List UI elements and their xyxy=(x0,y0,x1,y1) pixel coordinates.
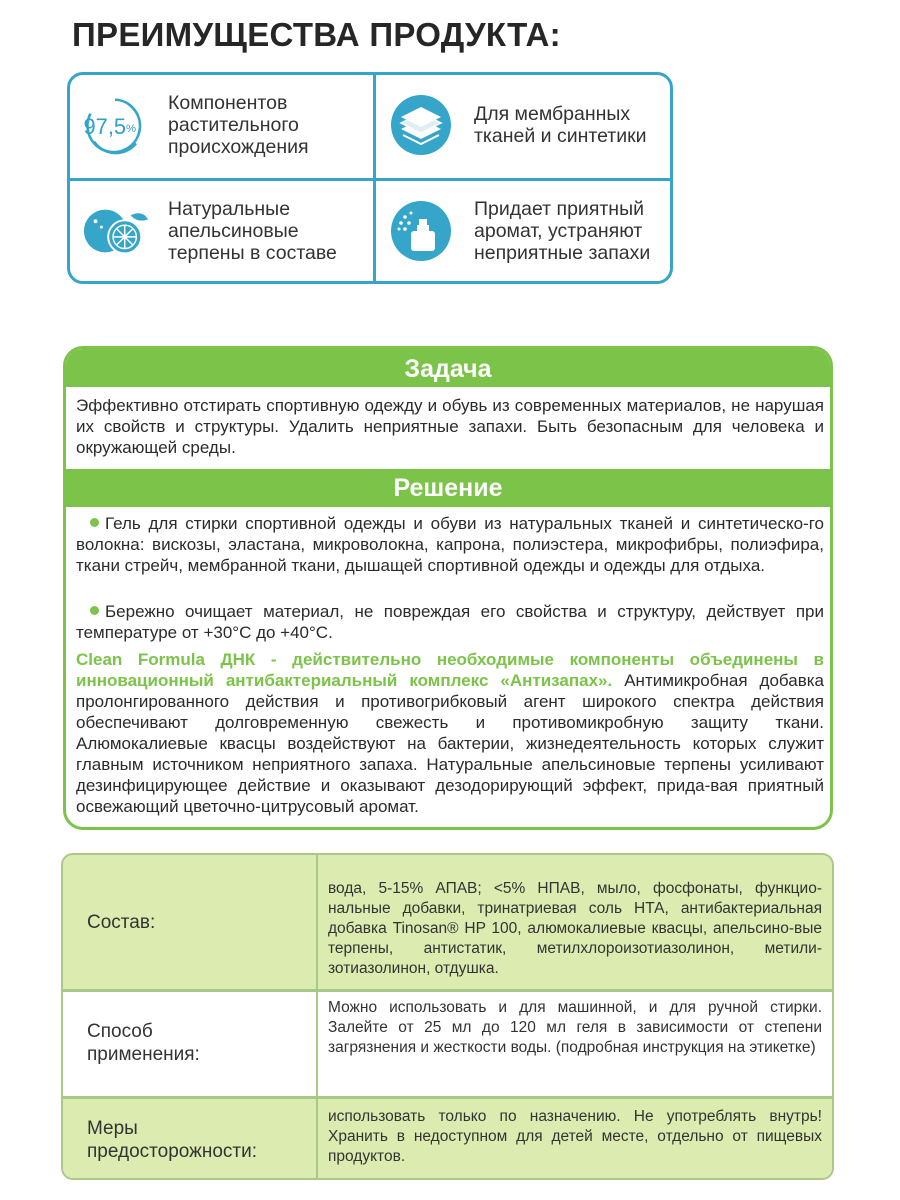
spray-bottle-icon xyxy=(386,196,456,266)
benefit-text: Для мембранных тканей и синтетики xyxy=(474,103,647,147)
product-info-table xyxy=(61,853,834,1180)
row-label: Способ применения: xyxy=(87,1021,200,1065)
table-row xyxy=(63,855,832,989)
table-row xyxy=(63,1099,832,1180)
row-label: Меры предосторожности: xyxy=(87,1118,257,1162)
benefit-membrane xyxy=(376,75,676,175)
solution-heading: Решение xyxy=(66,469,830,507)
benefit-orange-terpenes xyxy=(70,181,370,281)
row-label: Состав: xyxy=(87,912,156,933)
solution-description xyxy=(76,649,824,817)
page-title: ПРЕИМУЩЕСТВА ПРОДУКТА: xyxy=(72,16,561,53)
benefit-fragrance xyxy=(376,181,676,281)
row-value: использовать только по назначению. Не употреблять внутрь! Хранить в недоступном для детей месте, отдельно от пищевых продуктов. xyxy=(316,1099,822,1180)
benefit-text: Компонентов растительного происхождения xyxy=(168,92,309,158)
bullet-text: Гель для стирки спортивной одежды и обуви из натуральных тканей и синтетическо-го волокна: вискозы, эластана, микроволокна, капрона, полиэстера, микрофибры, полиэфира, ткани стрейч, мембранной ткани, дышащей спортивной одежды и одежды для отдыха. xyxy=(76,514,824,575)
solution-bullet xyxy=(76,513,824,576)
benefit-unit: % xyxy=(126,123,137,135)
benefits-grid xyxy=(67,72,673,284)
row-value: Можно использовать и для машинной, и для ручной стирки. Залейте от 25 мл до 120 мл геля в зависимости от степени загрязнения и жесткости воды. (подробная инструкция на этикетке) xyxy=(316,992,822,1096)
bullet-dot xyxy=(90,606,99,615)
percent-badge-icon xyxy=(80,90,150,160)
task-solution-panel xyxy=(63,346,833,830)
bullet-text: Бережно очищает материал, не повреждая его свойства и структуру, действует при температуре от +30°С до +40°С. xyxy=(76,602,824,642)
svg-text:97,5% xyxy=(84,114,137,139)
benefit-plant-origin xyxy=(70,75,370,175)
table-row xyxy=(63,992,832,1096)
fabric-layers-icon xyxy=(386,90,456,160)
benefit-value: 97,5 xyxy=(83,113,127,139)
highlight-text: Clean Formula ДНК - действительно необходимые компоненты объединены в инновационный антибактериальный комплекс «Антизапах». xyxy=(76,650,824,690)
benefit-text: Придает приятный аромат, устраняют неприятные запахи xyxy=(474,198,651,264)
solution-bullet xyxy=(76,601,824,643)
task-heading: Задача xyxy=(66,349,830,387)
benefit-text: Натуральные апельсиновые терпены в составе xyxy=(168,198,337,264)
description-text: Антимикробная добавка пролонгированного действия и противогрибковый агент широкого спектра действия обеспечивают долговременную свежесть и противомикробную защиту ткани. Алюмокалиевые квасцы воздействуют на бактерии, жизнедеятельность которых служит главным источником неприятного запаха. Натуральные апельсиновые терпены усиливают дезинфицирующее действие и оказывают дезодорирующий эффект, прида-вая приятный освежающий цветочно-цитрусовый аромат. xyxy=(76,671,824,816)
row-value: вода, 5-15% АПАВ; <5% НПАВ, мыло, фосфонаты, функцио-нальные добавки, тринатриевая соль НТА, антибактериальная добавка Tinosan® HP 100, алюмокалиевые квасцы, апельсино-вые терпены, антистатик, метилхлороизотиазолинон, метили-зотиазолинон, отдушка. xyxy=(316,855,822,989)
bullet-dot xyxy=(90,518,99,527)
orange-icon xyxy=(80,196,150,266)
task-text: Эффективно отстирать спортивную одежду и обувь из современных материалов, не нарушая их свойств и структуры. Удалить неприятные запахи. Быть безопасным для человека и окружающей среды. xyxy=(76,396,824,457)
